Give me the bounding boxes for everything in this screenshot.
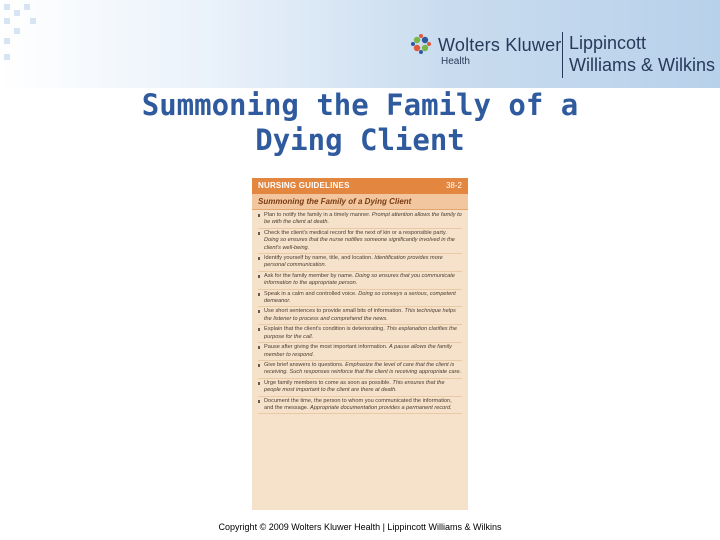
guideline-item: [258, 291, 462, 308]
guideline-action: Ask for the family member by name.: [264, 272, 354, 279]
slide-title-line1: Summoning the Family of a: [141, 88, 579, 122]
guideline-item: [258, 362, 462, 379]
guideline-rationale: Doing so ensures that you communicate information to the appropriate person.: [264, 272, 455, 287]
guidelines-subtitle: Summoning the Family of a Dying Client: [258, 197, 412, 206]
guideline-action: Identify yourself by name, title, and location.: [264, 255, 373, 262]
guideline-item: [258, 230, 462, 254]
guidelines-header: [252, 178, 468, 194]
slide-title-line2: Dying Client: [255, 123, 465, 157]
decor-square: [24, 4, 30, 10]
guideline-item: [258, 255, 462, 272]
guideline-action: Speak in a calm and controlled voice.: [264, 290, 357, 297]
guideline-action: Use short sentences to provide small bits of information.: [264, 308, 403, 315]
guidelines-number: 38-2: [445, 181, 462, 190]
publisher-name-line1: Lippincott: [569, 33, 647, 53]
decor-square: [4, 54, 10, 60]
guideline-rationale: A pause allows the family member to respond.: [264, 344, 452, 358]
guideline-action: Check the client's medical record for the next of kin or a responsible party.: [264, 229, 447, 236]
guidelines-list: [252, 210, 468, 414]
decor-square: [4, 4, 10, 10]
guideline-item: [258, 326, 462, 343]
decor-square: [4, 38, 10, 44]
guideline-item: [258, 308, 462, 325]
guideline-rationale: Emphasize the level of care that the client is receiving. Such responses reinforce that the client is receiving appropriate care.: [264, 361, 462, 376]
guideline-rationale: This explanation clarifies the purpose for the call.: [264, 326, 457, 340]
logo-divider: [562, 32, 563, 78]
guideline-rationale: Prompt attention allows the family to be with the client at death.: [264, 212, 462, 226]
guideline-action: Give brief answers to questions.: [264, 361, 344, 368]
guideline-rationale: This ensures that the people most important to the client are there at death.: [264, 379, 445, 394]
brand-subtitle: Health: [441, 56, 470, 67]
decor-square: [4, 18, 10, 24]
copyright-footer: Copyright © 2009 Wolters Kluwer Health | Lippincott Williams & Wilkins: [218, 522, 502, 532]
decor-square: [30, 18, 36, 24]
guideline-action: Pause after giving the most important information.: [264, 344, 388, 351]
guideline-item: [258, 212, 462, 229]
guideline-item: [258, 273, 462, 290]
guideline-action: Document the time, the person to whom you communicated the information, and the message.: [264, 397, 452, 411]
guideline-rationale: Doing so ensures that the nurse notifies someone significantly involved in the client's well-being.: [264, 237, 455, 251]
guideline-action: Urge family members to come as soon as possible.: [264, 379, 391, 386]
guideline-rationale: This technique helps the listener to process and comprehend the news.: [264, 308, 456, 322]
decor-square: [14, 10, 20, 16]
guidelines-header-label: NURSING GUIDELINES: [258, 181, 350, 190]
guideline-rationale: Doing so conveys a serious, competent demeanor.: [264, 290, 456, 305]
guideline-item: [258, 380, 462, 397]
nursing-guidelines-box: [252, 178, 468, 510]
guideline-rationale: Appropriate documentation provides a permanent record.: [310, 404, 452, 411]
guideline-rationale: Identification provides more personal communication.: [264, 255, 443, 269]
guidelines-subtitle-bar: [252, 194, 468, 210]
slide-header-banner: [0, 0, 720, 88]
publisher-name-line2: Williams & Wilkins: [569, 55, 715, 75]
decor-square: [14, 28, 20, 34]
guideline-action: Plan to notify the family in a timely manner.: [264, 212, 371, 218]
guideline-action: Explain that the client's condition is deteriorating.: [264, 326, 385, 333]
slide-title: [60, 88, 660, 158]
brand-name: Wolters Kluwer: [438, 35, 562, 55]
guideline-item: [258, 398, 462, 415]
guideline-item: [258, 344, 462, 361]
wolters-kluwer-logo-icon: [410, 33, 432, 55]
